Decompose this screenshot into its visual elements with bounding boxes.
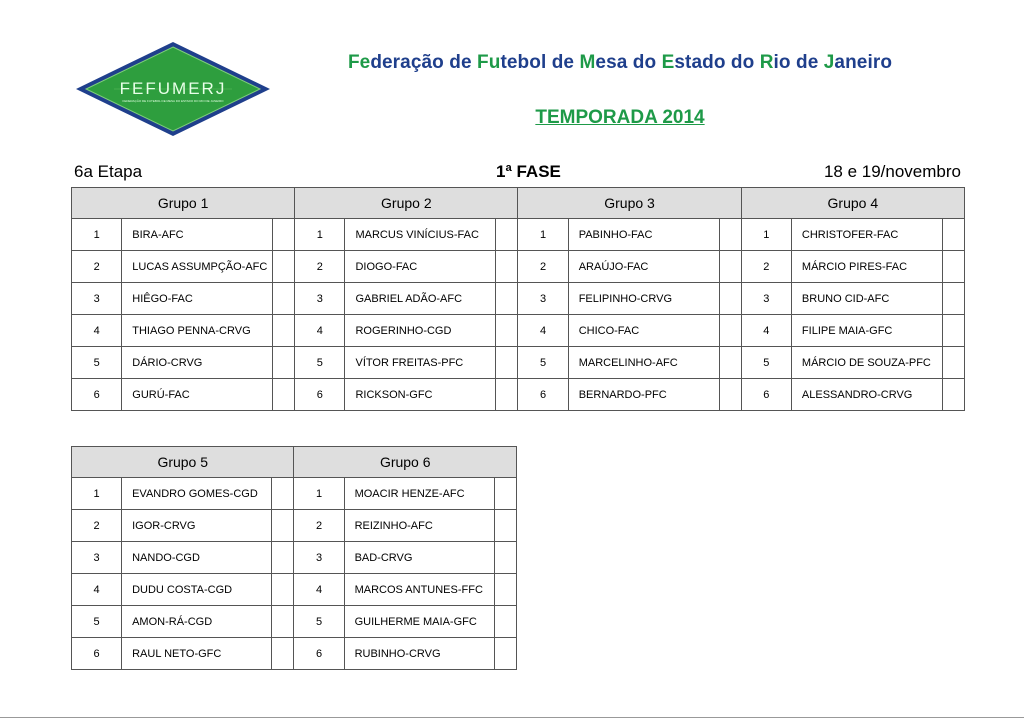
position-number: 5 bbox=[72, 606, 122, 638]
player-name: FILIPE MAIA-GFC bbox=[791, 315, 942, 347]
position-number: 2 bbox=[294, 510, 344, 542]
phase-label: 1ª FASE bbox=[496, 162, 561, 181]
table-row bbox=[72, 315, 965, 347]
score-cell bbox=[942, 251, 964, 283]
table-row bbox=[72, 347, 965, 379]
score-cell bbox=[496, 347, 518, 379]
position-number: 3 bbox=[295, 283, 345, 315]
score-cell bbox=[494, 478, 516, 510]
player-name: MÁRCIO PIRES-FAC bbox=[791, 251, 942, 283]
score-cell bbox=[942, 219, 964, 251]
player-name: MÁRCIO DE SOUZA-PFC bbox=[791, 347, 942, 379]
position-number: 6 bbox=[295, 379, 345, 411]
score-cell bbox=[496, 283, 518, 315]
stage-label: 6a Etapa bbox=[74, 162, 143, 181]
table-row bbox=[72, 542, 517, 574]
title-part: stado do bbox=[674, 52, 760, 73]
player-name: ARAÚJO-FAC bbox=[568, 251, 719, 283]
position-number: 3 bbox=[518, 283, 568, 315]
title-part: deração de bbox=[370, 52, 478, 73]
score-cell bbox=[719, 315, 741, 347]
position-number: 5 bbox=[518, 347, 568, 379]
player-name: HIÊGO-FAC bbox=[122, 283, 273, 315]
player-name: GUILHERME MAIA-GFC bbox=[344, 606, 494, 638]
player-name: MARCOS ANTUNES-FFC bbox=[344, 574, 494, 606]
group-header: Grupo 1 bbox=[72, 188, 295, 219]
position-number: 1 bbox=[295, 219, 345, 251]
score-cell bbox=[496, 219, 518, 251]
score-cell bbox=[942, 347, 964, 379]
score-cell bbox=[272, 542, 294, 574]
score-cell bbox=[273, 347, 295, 379]
player-name: GABRIEL ADÃO-AFC bbox=[345, 283, 496, 315]
player-name: MARCUS VINÍCIUS-FAC bbox=[345, 219, 496, 251]
position-number: 5 bbox=[295, 347, 345, 379]
player-name: RAUL NETO-GFC bbox=[122, 638, 272, 670]
score-cell bbox=[496, 251, 518, 283]
player-name: ALESSANDRO-CRVG bbox=[791, 379, 942, 411]
position-number: 4 bbox=[518, 315, 568, 347]
player-name: DIOGO-FAC bbox=[345, 251, 496, 283]
position-number: 2 bbox=[72, 251, 122, 283]
player-name: BERNARDO-PFC bbox=[568, 379, 719, 411]
title-part: Fu bbox=[477, 52, 501, 73]
footer-divider bbox=[0, 717, 1024, 718]
position-number: 5 bbox=[741, 347, 791, 379]
score-cell bbox=[273, 315, 295, 347]
score-cell bbox=[273, 219, 295, 251]
page-title bbox=[300, 52, 940, 74]
logo-subtitle: FEDERAÇÃO DE FUTEBOL DE MESA DO ESTADO DO RIO DE JANEIRO bbox=[122, 99, 224, 103]
position-number: 2 bbox=[518, 251, 568, 283]
score-cell bbox=[719, 347, 741, 379]
table-row bbox=[72, 574, 517, 606]
position-number: 4 bbox=[72, 574, 122, 606]
player-name: DÁRIO-CRVG bbox=[122, 347, 273, 379]
group-header: Grupo 2 bbox=[295, 188, 518, 219]
player-name: AMON-RÁ-CGD bbox=[122, 606, 272, 638]
score-cell bbox=[719, 219, 741, 251]
title-part: Fe bbox=[347, 52, 371, 73]
position-number: 4 bbox=[741, 315, 791, 347]
position-number: 3 bbox=[294, 542, 344, 574]
player-name: BRUNO CID-AFC bbox=[791, 283, 942, 315]
score-cell bbox=[494, 510, 516, 542]
player-name: BIRA-AFC bbox=[122, 219, 273, 251]
table-row bbox=[72, 283, 965, 315]
group-header: Grupo 6 bbox=[294, 447, 517, 478]
player-name: GURÚ-FAC bbox=[122, 379, 273, 411]
position-number: 4 bbox=[72, 315, 122, 347]
position-number: 2 bbox=[741, 251, 791, 283]
score-cell bbox=[494, 638, 516, 670]
score-cell bbox=[273, 283, 295, 315]
logo-text: FEFUMERJ bbox=[119, 79, 227, 98]
title-part: J bbox=[823, 52, 835, 73]
table-row bbox=[72, 510, 517, 542]
position-number: 4 bbox=[294, 574, 344, 606]
groups-table-5-6 bbox=[71, 446, 517, 670]
position-number: 6 bbox=[294, 638, 344, 670]
position-number: 1 bbox=[294, 478, 344, 510]
group-header: Grupo 5 bbox=[72, 447, 294, 478]
position-number: 6 bbox=[518, 379, 568, 411]
score-cell bbox=[273, 251, 295, 283]
season-heading: TEMPORADA 2014 bbox=[535, 107, 705, 128]
title-part: E bbox=[661, 52, 675, 73]
player-name: REIZINHO-AFC bbox=[344, 510, 494, 542]
player-name: FELIPINHO-CRVG bbox=[568, 283, 719, 315]
score-cell bbox=[496, 315, 518, 347]
player-name: MARCELINHO-AFC bbox=[568, 347, 719, 379]
player-name: NANDO-CGD bbox=[122, 542, 272, 574]
table-row bbox=[72, 606, 517, 638]
table-row bbox=[72, 478, 517, 510]
fefumerj-logo bbox=[74, 40, 272, 138]
score-cell bbox=[272, 606, 294, 638]
title-part: io de bbox=[773, 52, 824, 73]
title-part: M bbox=[579, 52, 596, 73]
score-cell bbox=[272, 574, 294, 606]
position-number: 6 bbox=[72, 379, 122, 411]
table-row bbox=[72, 219, 965, 251]
player-name: IGOR-CRVG bbox=[122, 510, 272, 542]
position-number: 3 bbox=[741, 283, 791, 315]
position-number: 6 bbox=[72, 638, 122, 670]
score-cell bbox=[719, 379, 741, 411]
player-name: VÍTOR FREITAS-PFC bbox=[345, 347, 496, 379]
table-row bbox=[72, 638, 517, 670]
player-name: DUDU COSTA-CGD bbox=[122, 574, 272, 606]
score-cell bbox=[942, 315, 964, 347]
score-cell bbox=[942, 283, 964, 315]
position-number: 1 bbox=[72, 219, 122, 251]
title-part: esa do bbox=[595, 52, 662, 73]
position-number: 3 bbox=[72, 542, 122, 574]
player-name: PABINHO-FAC bbox=[568, 219, 719, 251]
group-header: Grupo 3 bbox=[518, 188, 741, 219]
title-part: R bbox=[759, 52, 774, 73]
groups-table-1-4 bbox=[71, 187, 965, 411]
position-number: 1 bbox=[518, 219, 568, 251]
score-cell bbox=[942, 379, 964, 411]
score-cell bbox=[273, 379, 295, 411]
score-cell bbox=[272, 638, 294, 670]
player-name: RUBINHO-CRVG bbox=[344, 638, 494, 670]
title-part: aneiro bbox=[834, 52, 893, 73]
player-name: ROGERINHO-CGD bbox=[345, 315, 496, 347]
player-name: EVANDRO GOMES-CGD bbox=[122, 478, 272, 510]
position-number: 1 bbox=[72, 478, 122, 510]
position-number: 2 bbox=[295, 251, 345, 283]
table-row bbox=[72, 251, 965, 283]
score-cell bbox=[494, 574, 516, 606]
score-cell bbox=[719, 283, 741, 315]
player-name: RICKSON-GFC bbox=[345, 379, 496, 411]
score-cell bbox=[494, 606, 516, 638]
position-number: 1 bbox=[741, 219, 791, 251]
score-cell bbox=[272, 478, 294, 510]
position-number: 5 bbox=[294, 606, 344, 638]
table-row bbox=[72, 379, 965, 411]
player-name: CHICO-FAC bbox=[568, 315, 719, 347]
score-cell bbox=[272, 510, 294, 542]
dates-label: 18 e 19/novembro bbox=[823, 162, 961, 181]
position-number: 2 bbox=[72, 510, 122, 542]
position-number: 5 bbox=[72, 347, 122, 379]
player-name: THIAGO PENNA-CRVG bbox=[122, 315, 273, 347]
player-name: LUCAS ASSUMPÇÃO-AFC bbox=[122, 251, 273, 283]
position-number: 6 bbox=[741, 379, 791, 411]
score-cell bbox=[494, 542, 516, 574]
player-name: MOACIR HENZE-AFC bbox=[344, 478, 494, 510]
title-part: tebol de bbox=[500, 52, 580, 73]
group-header: Grupo 4 bbox=[741, 188, 964, 219]
player-name: BAD-CRVG bbox=[344, 542, 494, 574]
score-cell bbox=[719, 251, 741, 283]
player-name: CHRISTOFER-FAC bbox=[791, 219, 942, 251]
position-number: 4 bbox=[295, 315, 345, 347]
position-number: 3 bbox=[72, 283, 122, 315]
score-cell bbox=[496, 379, 518, 411]
